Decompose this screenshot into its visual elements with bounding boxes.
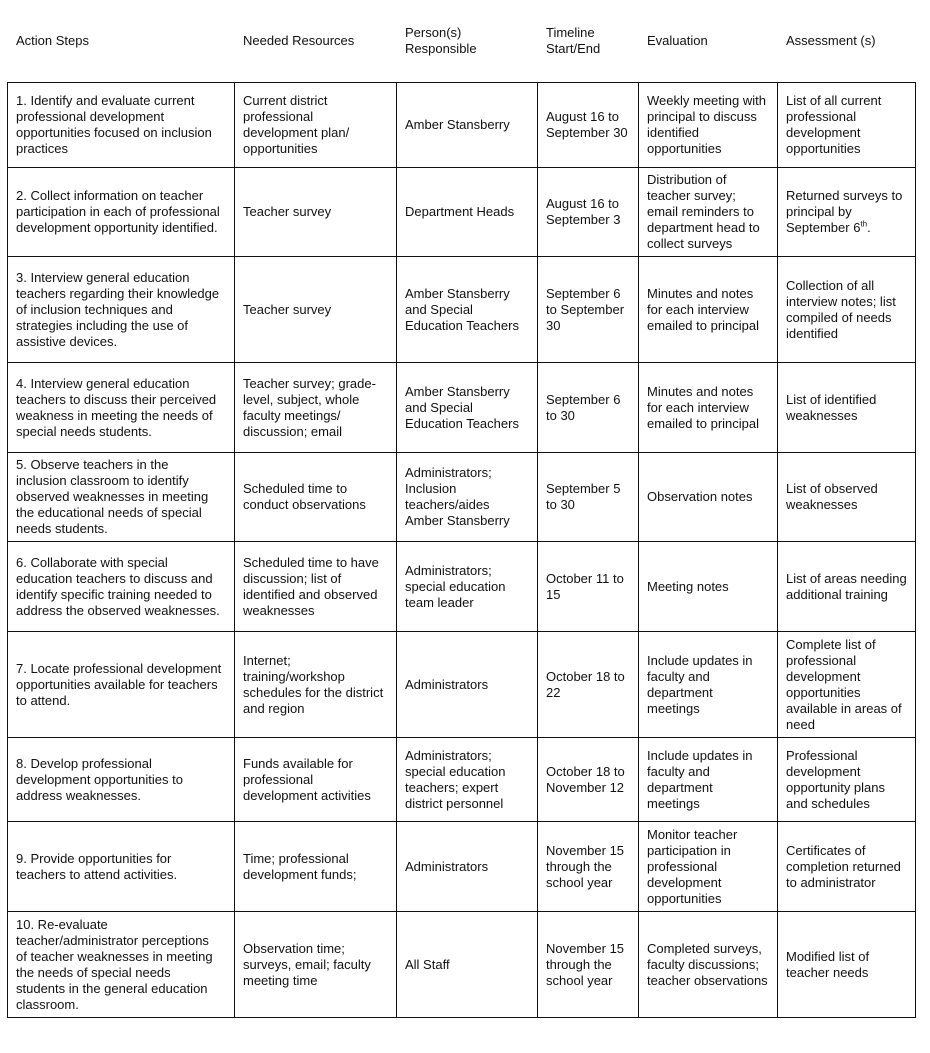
assessment-cell: Collection of all interview notes; list compiled of needs identified xyxy=(778,257,916,363)
resources-cell: Teacher survey xyxy=(235,168,397,257)
evaluation-cell: Include updates in faculty and department meetings xyxy=(639,632,778,738)
timeline-cell: September 5 to 30 xyxy=(538,453,639,542)
assessment-cell: List of all current professional development opportunities xyxy=(778,83,916,168)
action-step-cell: 5. Observe teachers in the inclusion classroom to identify observed weaknesses in meeting the educational needs of special needs students. xyxy=(8,453,235,542)
resources-cell: Scheduled time to have discussion; list of identified and observed weaknesses xyxy=(235,542,397,632)
header-persons-responsible: Person(s) Responsible xyxy=(405,25,477,56)
action-step-cell: 6. Collaborate with special education teachers to discuss and identify specific training needed to address the observed weaknesses. xyxy=(8,542,235,632)
action-step-cell: 8. Develop professional development opportunities to address weaknesses. xyxy=(8,738,235,822)
action-step-cell: 4. Interview general education teachers to discuss their perceived weakness in meeting the needs of special needs students. xyxy=(8,363,235,453)
persons-cell: Amber Stansberry xyxy=(397,83,538,168)
header-timeline: Timeline Start/End xyxy=(546,25,601,56)
table-row xyxy=(8,542,916,632)
table-row xyxy=(8,168,916,257)
evaluation-cell: Weekly meeting with principal to discuss identified opportunities xyxy=(639,83,778,168)
persons-cell: Administrators xyxy=(397,632,538,738)
evaluation-cell: Monitor teacher participation in professional development opportunities xyxy=(639,822,778,912)
assessment-cell: Professional development opportunity plans and schedules xyxy=(778,738,916,822)
action-step-cell: 9. Provide opportunities for teachers to attend activities. xyxy=(8,822,235,912)
persons-cell: Administrators; Inclusion teachers/aides Amber Stansberry xyxy=(397,453,538,542)
resources-cell: Teacher survey xyxy=(235,257,397,363)
resources-cell: Current district professional development plan/ opportunities xyxy=(235,83,397,168)
timeline-cell: October 11 to 15 xyxy=(538,542,639,632)
resources-cell: Internet; training/workshop schedules for the district and region xyxy=(235,632,397,738)
timeline-cell: August 16 to September 30 xyxy=(538,83,639,168)
persons-cell: Administrators; special education teachers; expert district personnel xyxy=(397,738,538,822)
evaluation-cell: Include updates in faculty and department meetings xyxy=(639,738,778,822)
timeline-cell: September 6 to September 30 xyxy=(538,257,639,363)
table-row xyxy=(8,83,916,168)
persons-cell: Department Heads xyxy=(397,168,538,257)
table-header xyxy=(0,0,930,82)
header-needed-resources: Needed Resources xyxy=(243,33,355,48)
resources-cell: Funds available for professional development activities xyxy=(235,738,397,822)
persons-cell: All Staff xyxy=(397,912,538,1018)
persons-cell: Administrators xyxy=(397,822,538,912)
assessment-cell: Modified list of teacher needs xyxy=(778,912,916,1018)
evaluation-cell: Distribution of teacher survey; email reminders to department head to collect surveys xyxy=(639,168,778,257)
table-row xyxy=(8,738,916,822)
table-row xyxy=(8,822,916,912)
assessment-cell: Certificates of completion returned to administrator xyxy=(778,822,916,912)
action-step-cell: 10. Re-evaluate teacher/administrator perceptions of teacher weaknesses in meeting the needs of special needs students in the general education classroom. xyxy=(8,912,235,1018)
header-assessment: Assessment (s) xyxy=(786,33,876,48)
timeline-cell: October 18 to 22 xyxy=(538,632,639,738)
persons-cell: Amber Stansberry and Special Education Teachers xyxy=(397,363,538,453)
assessment-text: Returned surveys to principal by September 6 xyxy=(786,188,903,235)
action-step-cell: 3. Interview general education teachers regarding their knowledge of inclusion techniques and strategies including the use of assistive devices. xyxy=(8,257,235,363)
header-evaluation: Evaluation xyxy=(647,33,708,48)
table-row xyxy=(8,257,916,363)
persons-cell: Administrators; special education team leader xyxy=(397,542,538,632)
timeline-cell: September 6 to 30 xyxy=(538,363,639,453)
action-plan-table xyxy=(7,82,916,1018)
header-action-steps: Action Steps xyxy=(16,33,89,48)
ordinal-suffix: th xyxy=(860,219,868,229)
assessment-cell: List of identified weaknesses xyxy=(778,363,916,453)
resources-cell: Observation time; surveys, email; faculty meeting time xyxy=(235,912,397,1018)
persons-cell: Amber Stansberry and Special Education Teachers xyxy=(397,257,538,363)
assessment-period: . xyxy=(867,220,871,235)
timeline-cell: November 15 through the school year xyxy=(538,822,639,912)
assessment-cell: Complete list of professional development opportunities available in areas of need xyxy=(778,632,916,738)
evaluation-cell: Minutes and notes for each interview emailed to principal xyxy=(639,257,778,363)
evaluation-cell: Completed surveys, faculty discussions; teacher observations xyxy=(639,912,778,1018)
assessment-cell xyxy=(778,168,916,257)
evaluation-cell: Observation notes xyxy=(639,453,778,542)
table-row xyxy=(8,363,916,453)
resources-cell: Scheduled time to conduct observations xyxy=(235,453,397,542)
assessment-cell: List of observed weaknesses xyxy=(778,453,916,542)
action-step-cell: 7. Locate professional development opportunities available for teachers to attend. xyxy=(8,632,235,738)
table-row xyxy=(8,453,916,542)
timeline-cell: August 16 to September 3 xyxy=(538,168,639,257)
table-row xyxy=(8,632,916,738)
timeline-cell: November 15 through the school year xyxy=(538,912,639,1018)
evaluation-cell: Meeting notes xyxy=(639,542,778,632)
resources-cell: Time; professional development funds; xyxy=(235,822,397,912)
assessment-cell: List of areas needing additional training xyxy=(778,542,916,632)
table-row xyxy=(8,912,916,1018)
action-step-cell: 2. Collect information on teacher participation in each of professional development opportunity identified. xyxy=(8,168,235,257)
evaluation-cell: Minutes and notes for each interview emailed to principal xyxy=(639,363,778,453)
timeline-cell: October 18 to November 12 xyxy=(538,738,639,822)
action-step-cell: 1. Identify and evaluate current professional development opportunities focused on inclusion practices xyxy=(8,83,235,168)
resources-cell: Teacher survey; grade-level, subject, whole faculty meetings/ discussion; email xyxy=(235,363,397,453)
